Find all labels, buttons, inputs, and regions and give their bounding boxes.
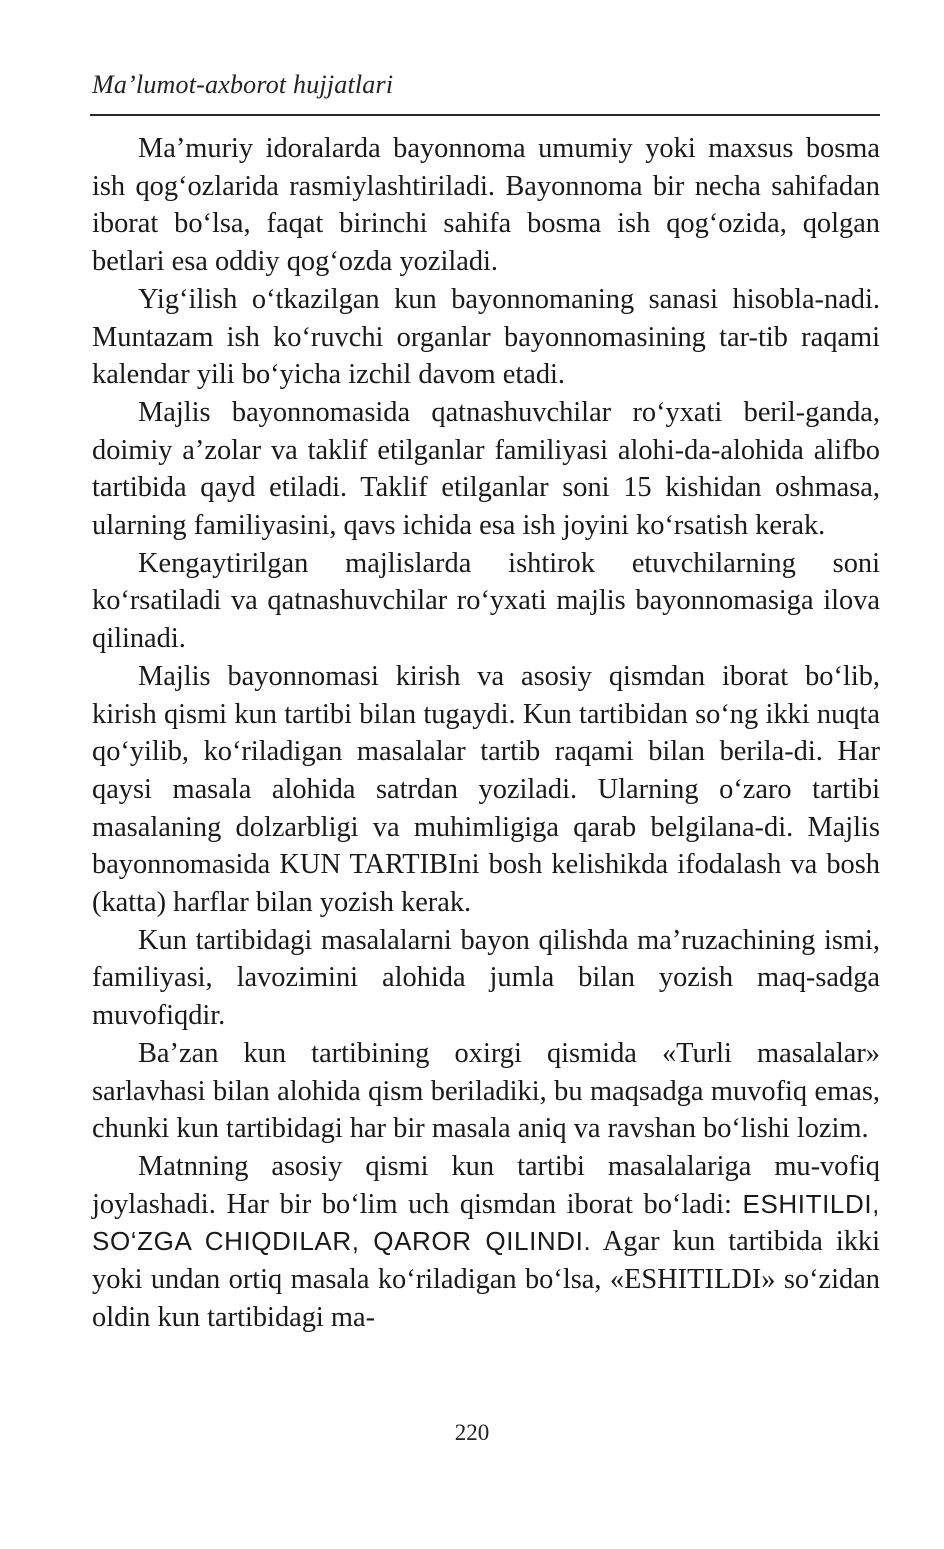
section-keywords: ESHITILDI, SO‘ZGA CHIQDILAR, QAROR QILINDI.	[92, 1188, 880, 1257]
paragraph: Ba’zan kun tartibining oxirgi qismida «Turli masalalar» sarlavhasi bilan alohida qism beriladiki, bu maqsadga muvofiq emas, chunki kun tartibidagi har bir masala aniq va ravshan bo‘lishi lozim.	[92, 1037, 880, 1145]
paragraph-last	[92, 1148, 880, 1337]
paragraph: Majlis bayonnomasi kirish va asosiy qismdan iborat bo‘lib, kirish qismi kun tartibi bilan tugaydi. Kun tartibidan so‘ng ikki nuqta qo‘yilib, ko‘riladigan masalalar tartib raqami bilan berila-di. Har qaysi masala alohida satrdan yoziladi. Ularning o‘zaro tartibi masalaning dolzarbligi va muhimligiga qarab belgilana-di. Majlis bayonnomasida KUN TARTIBIni bosh kelishikda ifodalash va bosh (katta) harflar bilan yozish kerak.	[92, 660, 880, 919]
body-text	[92, 130, 880, 1337]
paragraph: Yig‘ilish o‘tkazilgan kun bayonnomaning sanasi hisobla-nadi. Muntazam ish ko‘ruvchi organlar bayonnomasining tar-tib raqami kalendar yili bo‘yicha izchil davom etadi.	[92, 283, 880, 391]
page-number: 220	[454, 1420, 490, 1445]
header-rule	[90, 114, 880, 116]
paragraph: Kengaytirilgan majlislarda ishtirok etuvchilarning soni ko‘rsatiladi va qatnashuvchilar ro‘yxati majlis bayonnomasiga ilova qilinadi.	[92, 547, 880, 655]
paragraph-text: Agar kun tartibida ikki yoki undan ortiq masala ko‘riladigan bo‘lsa, «ESHITILDI» so‘zidan oldin kun tartibidagi ma-	[92, 1226, 880, 1333]
paragraph: Kun tartibidagi masalalarni bayon qilishda ma’ruzachining ismi, familiyasi, lavozimini alohida jumla bilan yozish maq-sadga muvofiqdir.	[92, 924, 880, 1032]
paragraph-text: Matnning asosiy qismi kun tartibi masalalariga mu-vofiq joylashadi. Har bir bo‘lim uch qismdan iborat bo‘ladi:	[92, 1150, 880, 1220]
running-header: Ma’lumot-axborot hujjatlari	[92, 70, 394, 99]
paragraph: Majlis bayonnomasida qatnashuvchilar ro‘yxati beril-ganda, doimiy a’zolar va taklif etilganlar familiyasi alohi-da-alohida alifbo tartibida qayd etiladi. Taklif etilganlar soni 15 kishidan oshmasa, ularning familiyasini, qavs ichida esa ish joyini ko‘rsatish kerak.	[92, 396, 880, 542]
paragraph: Ma’muriy idoralarda bayonnoma umumiy yoki maxsus bosma ish qog‘ozlarida rasmiylashtiriladi. Bayonnoma bir necha sahifadan iborat bo‘lsa, faqat birinchi sahifa bosma ish qog‘ozida, qolgan betlari esa oddiy qog‘ozda yoziladi.	[92, 133, 880, 278]
